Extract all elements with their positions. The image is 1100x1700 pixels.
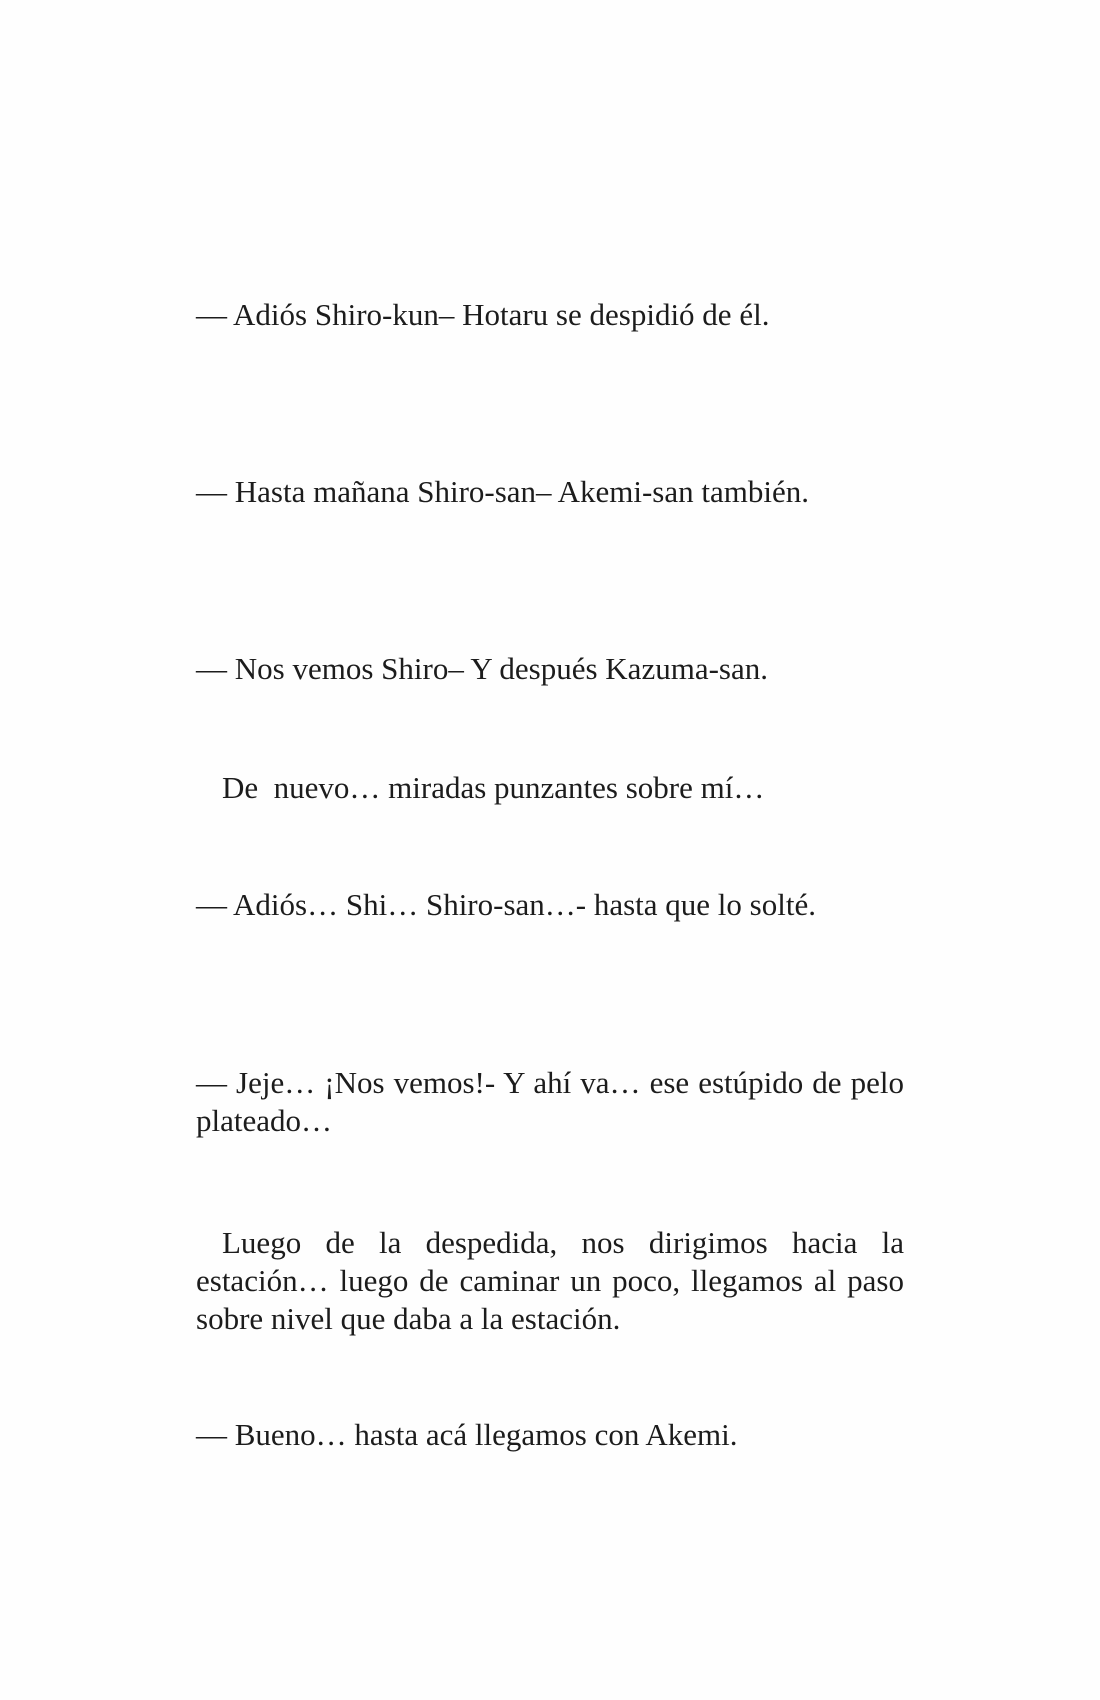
narration-paragraph-2: Luego de la despedida, nos dirigimos hacia la estación… luego de caminar un poco, llegamos al paso sobre nivel que daba a la estación. [196,1225,904,1336]
dialogue-paragraph-6: — Bueno… hasta acá llegamos con Akemi. [196,1417,738,1452]
dialogue-paragraph-2: — Hasta mañana Shiro-san– Akemi-san también. [196,474,809,509]
dialogue-paragraph-1: — Adiós Shiro-kun– Hotaru se despidió de él. [196,297,770,332]
dialogue-paragraph-4: — Adiós… Shi… Shiro-san…- hasta que lo solté. [196,887,816,922]
dialogue-paragraph-3: — Nos vemos Shiro– Y después Kazuma-san. [196,651,768,686]
narration-paragraph-1: De nuevo… miradas punzantes sobre mí… [222,770,765,805]
dialogue-paragraph-5: — Jeje… ¡Nos vemos!- Y ahí va… ese estúpido de pelo plateado… [196,1065,904,1138]
